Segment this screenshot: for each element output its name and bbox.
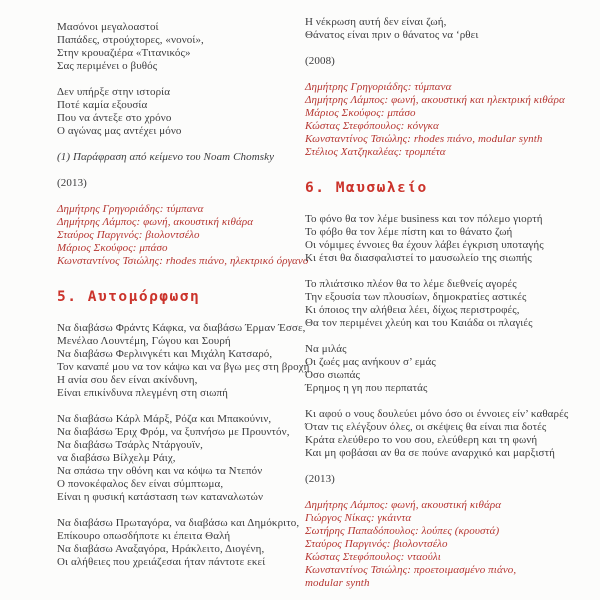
stanza-line: Όταν τις ελέγξουν όλες, οι σκέψεις θα είναι πια δοτές (305, 421, 547, 433)
stanza-line: Μασόνοι μεγαλοαστοί (57, 21, 159, 33)
left-column (57, 0, 310, 582)
credits-line: Σταύρος Παργινός: βιολοντσέλο (305, 538, 448, 550)
credits-line: Δημήτρης Λάμπος: φωνή, ακουστική κιθάρα (305, 499, 502, 511)
credits-line: Γιώργος Νίκας: γκάιντα (305, 512, 412, 524)
credits-line: Δημήτρης Λάμπος: φωνή, ακουστική κιθάρα (57, 216, 254, 228)
stanza-block (57, 413, 303, 504)
stanza-line: Η νέκρωση αυτή δεν είναι ζωή, (305, 16, 447, 28)
stanza-line: Να διαβάσω Φράντς Κάφκα, να διαβάσω Έρμαν Έσσε, (57, 322, 306, 334)
stanza-line: Θα τον περιμένει χλεύη και του Καιάδα οι πλαγιές (305, 317, 533, 329)
stanza-line: Στην κρουαζιέρα «Τιτανικός» (57, 47, 191, 59)
stanza-line: Είναι η φυσική κατάσταση των καταναλωτών (57, 491, 264, 503)
stanza-line: Να διαβάσω Φερλινγκέτι και Μιχάλη Κατσαρό, (57, 348, 273, 360)
stanza-line: Να σπάσω την οθόνη και να κόψω τα Ντεπόν (57, 465, 263, 477)
stanza-line: Να διαβάσω Πρωταγόρα, να διαβάσω και Δημόκριτο, (57, 517, 300, 529)
stanza-line: Είναι επικίνδυνα πλεγμένη στη σιωπή (57, 387, 228, 399)
stanza-line: Ο πονοκέφαλος δεν είναι σύμπτωμα, (57, 478, 224, 490)
credits-line: Κώστας Στεφόπουλος: κόνγκα (305, 120, 439, 132)
stanza-line: Έρημος η γη που περπατάς (305, 382, 428, 394)
credits-line: Δημήτρης Λάμπος: φωνή, ακουστική και ηλεκτρική κιθάρα (305, 94, 565, 106)
stanza-line: Η ανία σου δεν είναι ακίνδυνη, (57, 374, 198, 386)
credits-line: Μάριος Σκούφος: μπάσο (57, 242, 168, 254)
stanza-line: Το πλιάτσικο πλέον θα το λέμε διεθνείς αγορές (305, 278, 517, 290)
stanza-line: Το φόνο θα τον λέμε business και τον πόλεμο γιορτή (305, 213, 543, 225)
stanza-line: Κράτα ελεύθερο το νου σου, ελεύθερη και τη φωνή (305, 434, 538, 446)
song-title: 5. Αυτομόρφωση (57, 289, 201, 305)
stanza-block (305, 408, 595, 460)
stanza-line: Να διαβάσω Έριχ Φρόμ, να ξυπνήσω με Προυντόν, (57, 426, 290, 438)
stanza-block (305, 16, 595, 42)
credits-line: Κώστας Στεφόπουλος: νταούλι (305, 551, 441, 563)
stanza-line: Κι αφού ο νους δουλεύει μόνο όσο οι έννοιες είν’ καθαρές (305, 408, 569, 420)
stanza-line: Κι όποιος την αλήθεια λέει, δίχως περιστροφές, (305, 304, 520, 316)
song-title: 6. Μαυσωλείο (305, 180, 428, 196)
stanza-line: Να μιλάς (305, 343, 347, 355)
credits-line: Κωνσταντίνος Τσιώλης: rhodes πιάνο, modular synth (305, 133, 543, 145)
credits-line: Μάριος Σκούφος: μπάσο (305, 107, 416, 119)
stanza-line: Και μη φοβάσαι αν θα σε πούνε αναρχικό και μαρξιστή (305, 447, 555, 459)
stanza-line: Ο αγώνας μας αντέχει μόνο (57, 125, 182, 137)
stanza-line: Παπάδες, στρούχτορες, «νονοί», (57, 34, 204, 46)
year-line: (2013) (57, 177, 87, 189)
stanza-block (57, 21, 303, 73)
stanza-line: Σας περιμένει ο βυθός (57, 60, 158, 72)
stanza-line: Οι αλήθειες που χρειάζεσαι ήταν πάντοτε εκεί (57, 556, 266, 568)
stanza-line: Που να άντεξε στο χρόνο (57, 112, 172, 124)
credits-block (57, 203, 309, 268)
stanza-line: Θάνατος είναι πριν ο θάνατος να ‘ρθει (305, 29, 479, 41)
stanza-line: Επίκουρο οπωσδήποτε κι έπειτα Θαλή (57, 530, 231, 542)
credits-line: modular synth (305, 577, 370, 589)
footnote-block (57, 151, 303, 164)
year-block (305, 55, 595, 68)
credits-line: Δημήτρης Γρηγοριάδης: τύμπανα (57, 203, 204, 215)
stanza-line: Να διαβάσω Κάρλ Μάρξ, Ρόζα και Μπακούνιν, (57, 413, 272, 425)
stanza-line: Ποτέ καμία εξουσία (57, 99, 148, 111)
stanza-block (57, 322, 310, 400)
credits-block (305, 499, 595, 590)
stanza-line: να διαβάσω Βίλχελμ Ράιχ, (57, 452, 176, 464)
stanza-block (305, 278, 595, 330)
credits-line: Σταύρος Παργινός: βιολοντσέλο (57, 229, 200, 241)
stanza-block (305, 343, 595, 395)
stanza-line: Τον καναπέ μου να τον κάψω και να βγω μες στη βροχή (57, 361, 310, 373)
year-line: (2013) (305, 473, 335, 485)
right-column (305, 0, 595, 600)
stanza-line: Να διαβάσω Τσάρλς Ντάργουϊν, (57, 439, 203, 451)
credits-block (305, 81, 595, 159)
stanza-line: Οι ζωές μας ανήκουν σ’ εμάς (305, 356, 436, 368)
stanza-line: Την εξουσία των πλουσίων, δημοκρατίες αστικές (305, 291, 527, 303)
year-block (57, 177, 303, 190)
stanza-line: Το φόβο θα τον λέμε πίστη και το θάνατο ζωή (305, 226, 513, 238)
credits-line: Δημήτρης Γρηγοριάδης: τύμπανα (305, 81, 452, 93)
footnote-line: (1) Παράφραση από κείμενο του Noam Chomsky (57, 151, 275, 163)
stanza-block (57, 86, 303, 138)
stanza-line: Μενέλαο Λουντέμη, Γώγου και Σουρή (57, 335, 231, 347)
stanza-line: Όσο σιωπάς (305, 369, 360, 381)
year-block (305, 473, 595, 486)
stanza-line: Να διαβάσω Αναξαγόρα, Ηράκλειτο, Διογένη, (57, 543, 265, 555)
song-heading (305, 180, 595, 197)
credits-line: Σωτήρης Παπαδόπουλος: λούπες (κρουστά) (305, 525, 500, 537)
stanza-line: Κι έτσι θα διασφαλιστεί το μαυσωλείο της σιωπής (305, 252, 532, 264)
year-line: (2008) (305, 55, 335, 67)
stanza-block (57, 517, 303, 569)
credits-line: Κωνσταντίνος Τσιώλης: προετοιμασμένο πιάνο, (305, 564, 517, 576)
stanza-line: Οι νόμιμες έννοιες θα έχουν λάβει έγκριση υποταγής (305, 239, 544, 251)
credits-line: Στέλιος Χατζηκαλέας: τρομπέτα (305, 146, 446, 158)
credits-line: Κωνσταντίνος Τσιώλης: rhodes πιάνο, ηλεκτρικό όργανο (57, 255, 309, 267)
song-heading (57, 289, 303, 306)
stanza-block (305, 213, 595, 265)
stanza-line: Δεν υπήρξε στην ιστορία (57, 86, 171, 98)
